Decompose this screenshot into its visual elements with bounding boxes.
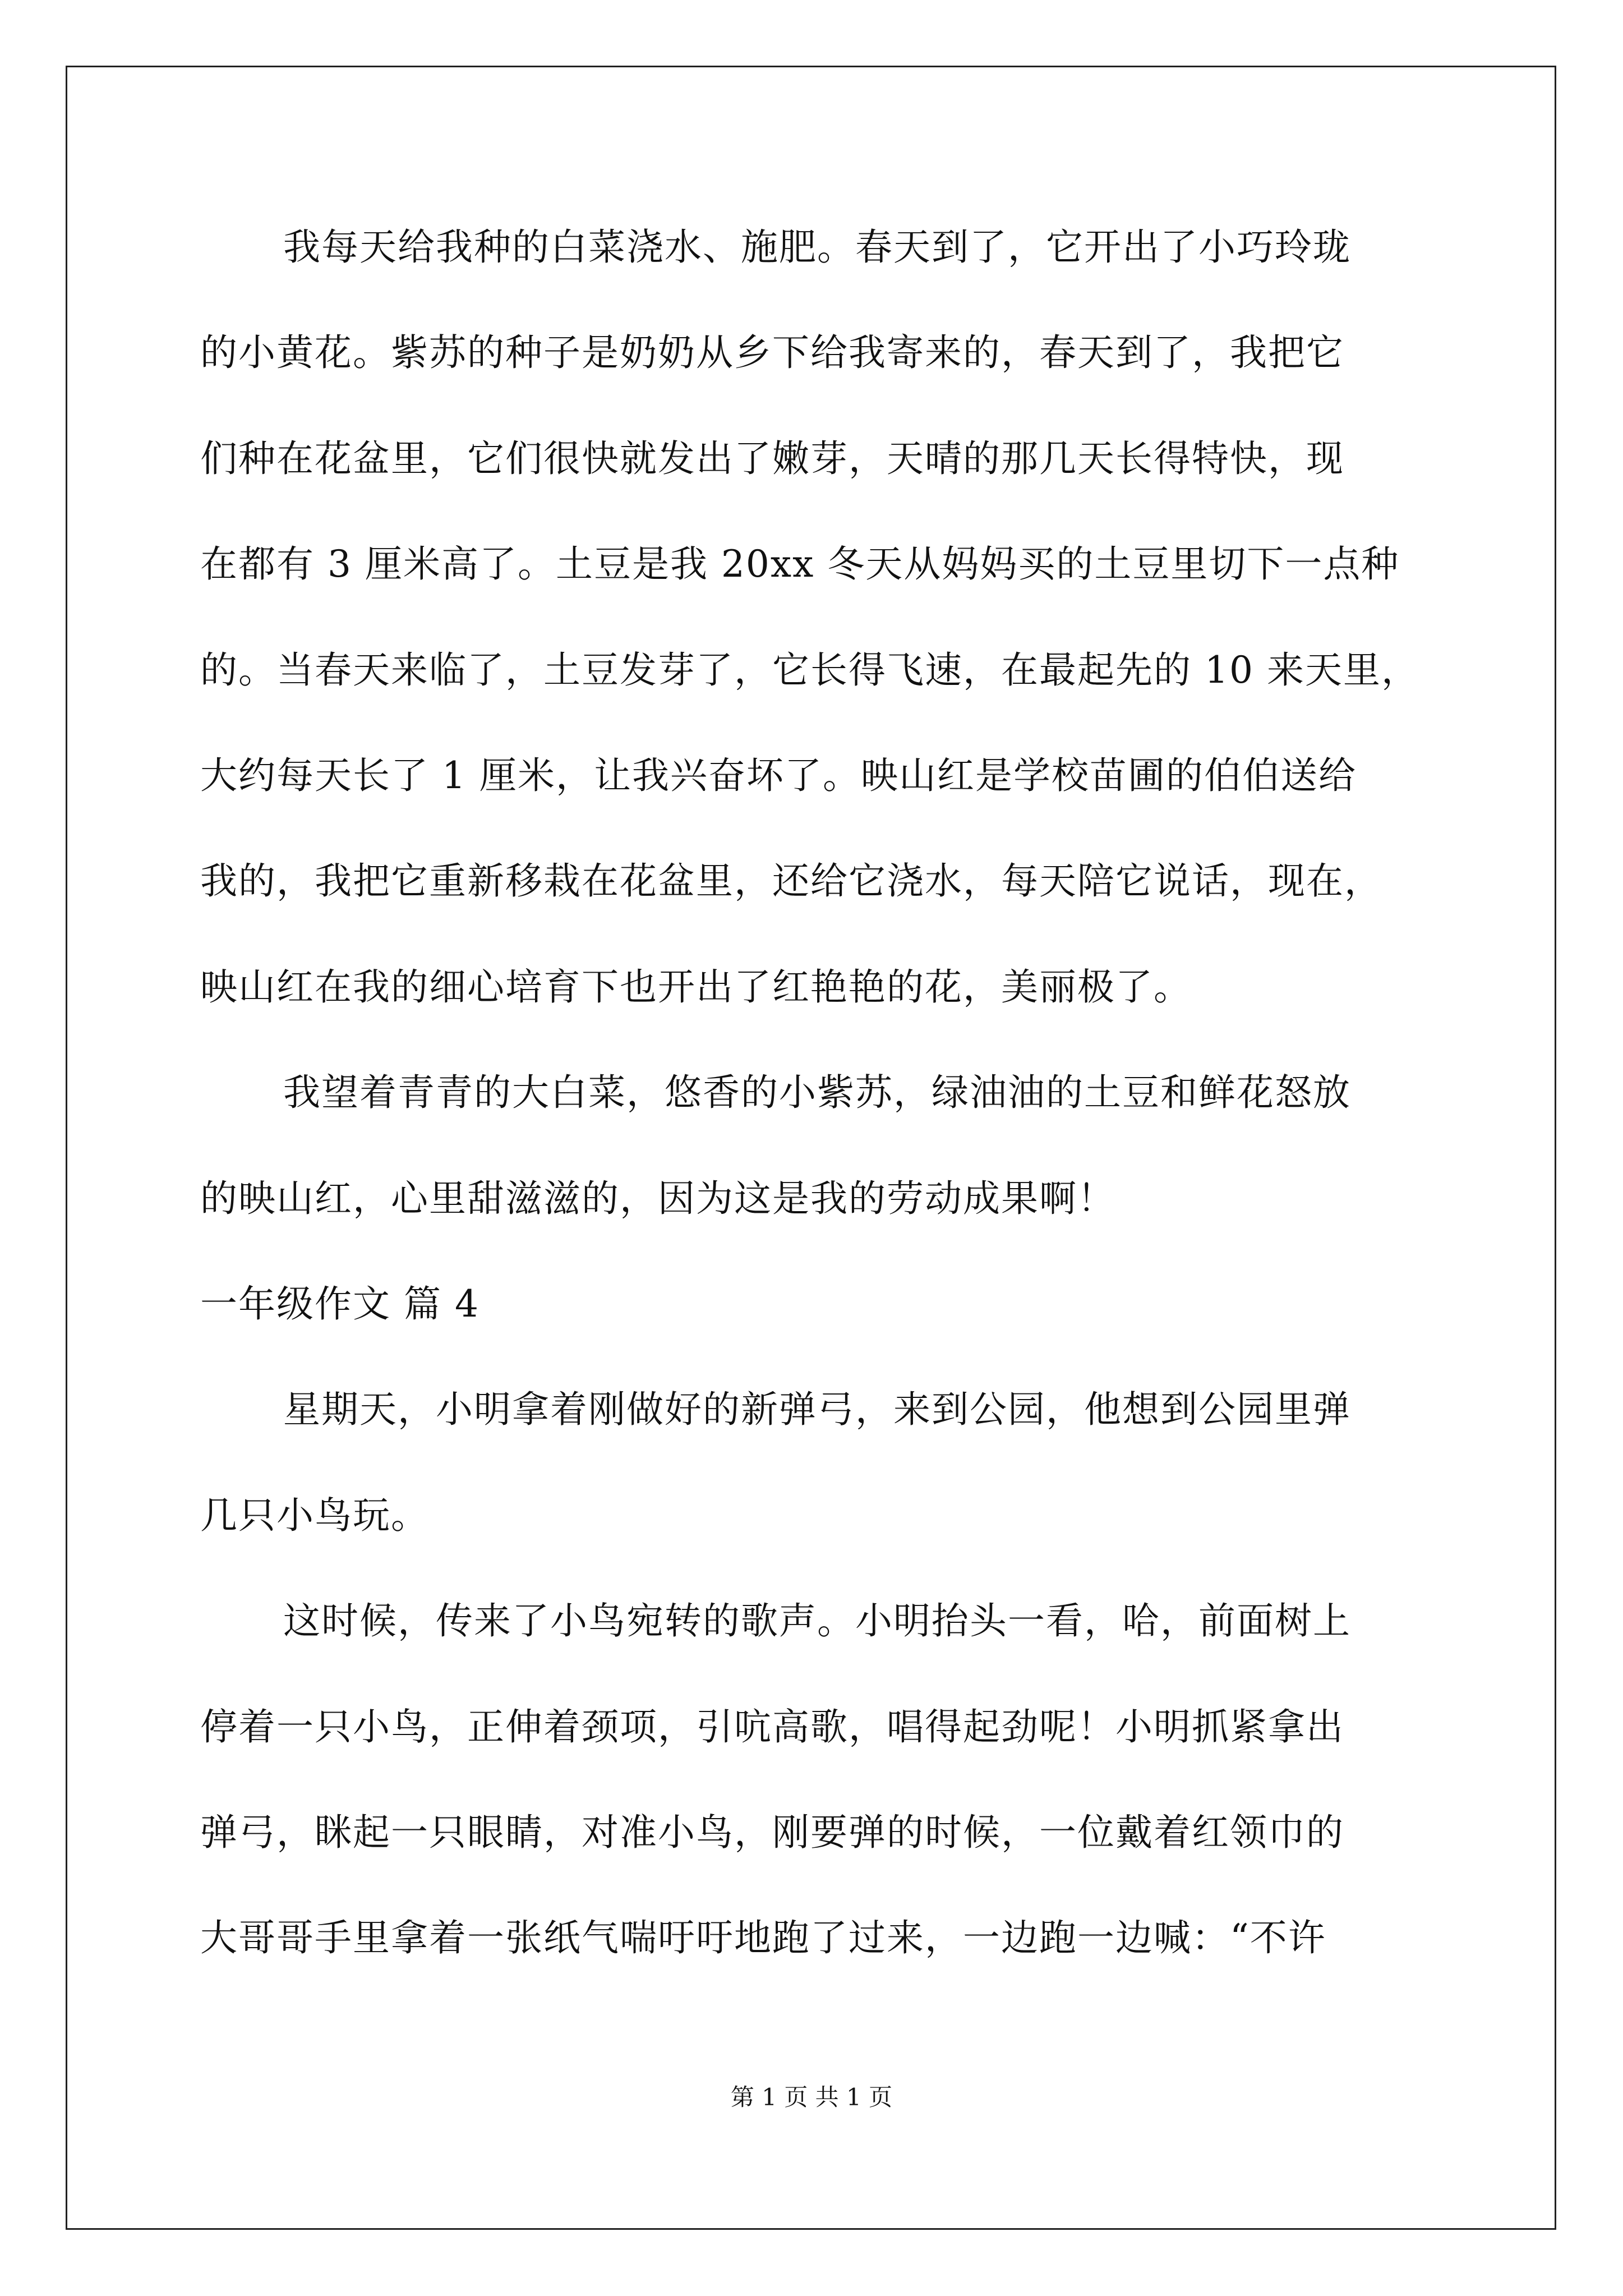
paragraph-4-line-4: 大哥哥手里拿着一张纸气喘吁吁地跑了过来，一边跑一边喊：“不许 [200, 1916, 1326, 1959]
paragraph-1-line-7: 我的，我把它重新移栽在花盆里，还给它浇水，每天陪它说话，现在， [200, 859, 1382, 903]
paragraph-1-line-5: 的。当春天来临了，土豆发芽了，它长得飞速，在最起先的 10 来天里， [200, 648, 1419, 692]
paragraph-1-line-4: 在都有 3 厘米高了。土豆是我 20xx 冬天从妈妈买的土豆里切下一点种 [200, 542, 1400, 586]
paragraph-3-line-1: 星期天，小明拿着刚做好的新弹弓，来到公园，他想到公园里弹 [283, 1388, 1351, 1431]
page-border [66, 66, 1556, 2230]
paragraph-2-line-1: 我望着青青的大白菜，悠香的小紫苏，绿油油的土豆和鲜花怒放 [283, 1071, 1351, 1114]
paragraph-1-line-3: 们种在花盆里，它们很快就发出了嫩芽，天晴的那几天长得特快，现 [200, 437, 1344, 480]
page-footer: 第 1 页 共 1 页 [730, 2083, 893, 2111]
section-heading: 一年级作文 篇 4 [200, 1282, 479, 1326]
paragraph-1-line-6: 大约每天长了 1 厘米，让我兴奋坏了。映山红是学校苗圃的伯伯送给 [200, 754, 1357, 797]
paragraph-1-line-2: 的小黄花。紫苏的种子是奶奶从乡下给我寄来的，春天到了，我把它 [200, 331, 1344, 374]
paragraph-2-line-2: 的映山红，心里甜滋滋的，因为这是我的劳动成果啊！ [200, 1177, 1115, 1220]
paragraph-4-line-1: 这时候，传来了小鸟宛转的歌声。小明抬头一看，哈，前面树上 [283, 1599, 1351, 1642]
paragraph-1-line-1: 我每天给我种的白菜浇水、施肥。春天到了，它开出了小巧玲珑 [283, 226, 1351, 269]
paragraph-3-line-2: 几只小鸟玩。 [200, 1494, 429, 1537]
paragraph-4-line-3: 弹弓，眯起一只眼睛，对准小鸟，刚要弹的时候，一位戴着红领巾的 [200, 1811, 1344, 1854]
paragraph-4-line-2: 停着一只小鸟，正伸着颈项，引吭高歌，唱得起劲呢！小明抓紧拿出 [200, 1705, 1344, 1749]
paragraph-1-line-8: 映山红在我的细心培育下也开出了红艳艳的花，美丽极了。 [200, 965, 1192, 1009]
